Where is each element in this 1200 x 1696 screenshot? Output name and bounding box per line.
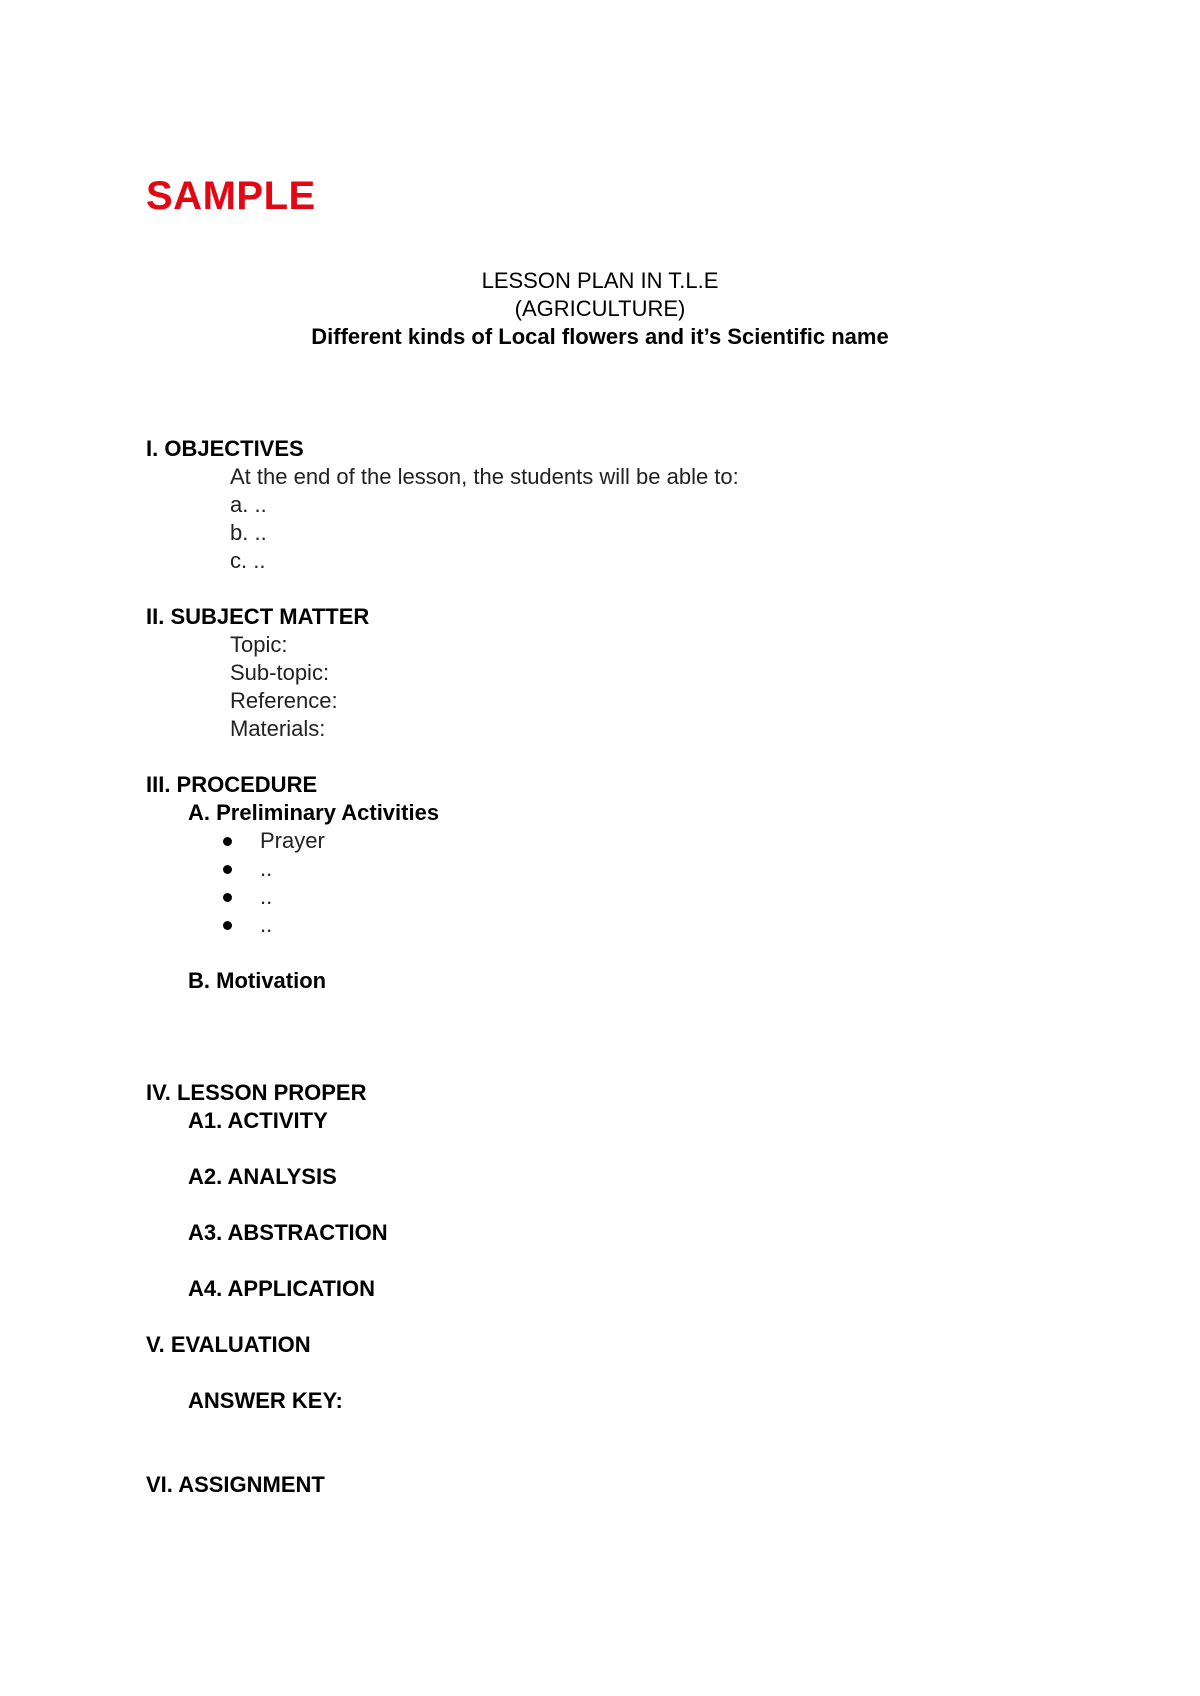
preliminary-item-2: .. (260, 856, 273, 881)
preliminary-item-3: .. (260, 884, 273, 909)
lesson-plan-subject: (AGRICULTURE) (514, 296, 686, 321)
lesson-proper-heading: IV. LESSON PROPER (146, 1080, 367, 1105)
objective-item-b: b. .. (230, 520, 267, 545)
lesson-proper-application: A4. APPLICATION (188, 1276, 376, 1301)
objectives-intro: At the end of the lesson, the students will be able to: (230, 464, 739, 489)
bullet-icon (223, 921, 232, 930)
subject-matter-heading: II. SUBJECT MATTER (146, 604, 370, 629)
lesson-plan-topic: Different kinds of Local flowers and it’s Scientific name (311, 324, 889, 349)
evaluation-heading: V. EVALUATION (146, 1332, 311, 1357)
field-reference: Reference: (230, 688, 338, 713)
sample-label: SAMPLE (146, 174, 316, 218)
lesson-proper-abstraction: A3. ABSTRACTION (188, 1220, 388, 1245)
preliminary-activities-heading: A. Preliminary Activities (188, 800, 440, 825)
bullet-icon (223, 865, 232, 874)
field-sub-topic: Sub-topic: (230, 660, 330, 685)
objectives-heading: I. OBJECTIVES (146, 436, 304, 461)
preliminary-item-4: .. (260, 912, 273, 937)
preliminary-item-prayer: Prayer (260, 828, 325, 853)
bullet-icon (223, 837, 232, 846)
lesson-plan-title: LESSON PLAN IN T.L.E (481, 268, 719, 293)
procedure-heading: III. PROCEDURE (146, 772, 318, 797)
answer-key-label: ANSWER KEY: (188, 1388, 343, 1413)
objective-item-a: a. .. (230, 492, 267, 517)
bullet-icon (223, 893, 232, 902)
motivation-heading: B. Motivation (188, 968, 327, 993)
lesson-proper-analysis: A2. ANALYSIS (188, 1164, 337, 1189)
field-materials: Materials: (230, 716, 326, 741)
lesson-proper-activity: A1. ACTIVITY (188, 1108, 328, 1133)
assignment-heading: VI. ASSIGNMENT (146, 1472, 325, 1497)
field-topic: Topic: (230, 632, 288, 657)
objective-item-c: c. .. (230, 548, 266, 573)
